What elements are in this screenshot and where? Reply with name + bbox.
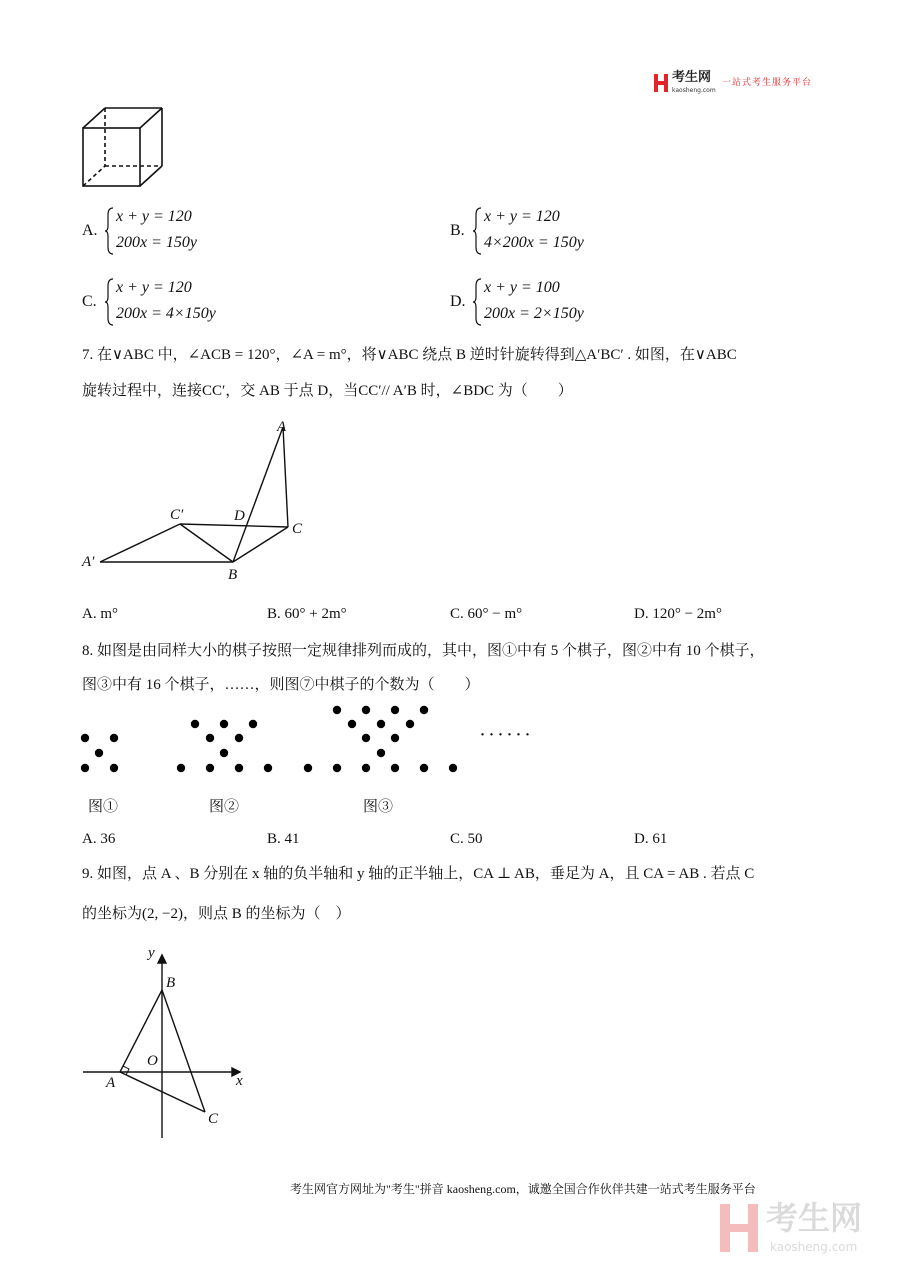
label-O: O [147,1053,158,1069]
fig-label-2: 图② [209,799,240,815]
chess-piece [206,734,214,742]
chess-piece [206,764,214,772]
chess-piece [391,764,399,772]
label-A: A [277,419,287,435]
chess-piece [391,706,399,714]
option-label: D. [450,293,466,310]
chess-piece [110,764,118,772]
watermark-mark-icon [718,1200,764,1256]
chess-piece [304,764,312,772]
q7-stem-line1: 7. 在∨ABC 中，∠ACB = 120°，∠A = m°，将∨ABC 绕点 B 逆时针旋转得到△A′BC′ . 如图，在∨ABC [82,347,737,363]
q8-stem-line1: 8. 如图是由同样大小的棋子按照一定规律排列而成的，其中，图①中有 5 个棋子，图②中有 10 个棋子， [82,643,765,659]
label-C: C [208,1111,219,1127]
chess-piece [420,706,428,714]
chess-piece [95,749,103,757]
footer-text: 考生网官方网址为"考生"拼音 kaosheng.com，诚邀全国合作伙伴共建一站式考生服务平台 [290,1182,756,1196]
brace-icon [472,207,482,255]
chess-piece [348,720,356,728]
label-A: A [106,1075,116,1091]
q9-stem-line1: 9. 如图，点 A 、B 分别在 x 轴的负半轴和 y 轴的正半轴上，CA ⊥ AB，垂足为 A，且 CA = AB . 若点 C [82,866,755,882]
chess-piece [249,720,257,728]
chess-piece [362,734,370,742]
q7-option-a[interactable]: A. m° [82,606,118,622]
chess-piece [391,734,399,742]
equation-2: 200x = 150y [116,234,197,251]
brace-icon [104,207,114,255]
cube-figure [83,108,162,186]
equation-1: x + y = 120 [484,208,560,225]
label-x-axis: x [236,1073,243,1089]
chess-piece [377,720,385,728]
chess-piece [377,749,385,757]
label-C: C [292,521,303,537]
equation-1: x + y = 100 [484,279,560,296]
chess-piece [191,720,199,728]
triangle-rotation-figure [100,427,288,562]
option-label: A. [82,222,98,239]
label-A-prime: A′ [82,554,95,570]
q7-option-b[interactable]: B. 60° + 2m° [267,606,347,622]
logo-domain: kaosheng.com [672,87,716,94]
logo-slogan: 一站式考生服务平台 [722,78,813,88]
equation-2: 200x = 4×150y [116,305,216,322]
label-y-axis: y [148,945,155,961]
q8-option-d[interactable]: D. 61 [634,831,668,847]
watermark-logo [718,1200,888,1260]
q6-option-d[interactable] [450,278,650,326]
equation-1: x + y = 120 [116,279,192,296]
chess-piece [177,764,185,772]
q8-option-c[interactable]: C. 50 [450,831,483,847]
chess-piece [110,734,118,742]
q6-option-a[interactable] [82,207,282,255]
q6-option-b[interactable] [450,207,650,255]
option-label: C. [82,293,97,310]
watermark-domain: kaosheng.com [770,1240,858,1254]
chess-piece [362,706,370,714]
chess-piece [220,749,228,757]
chess-piece [235,764,243,772]
chess-piece [81,764,89,772]
option-label: B. [450,222,465,239]
chess-piece [235,734,243,742]
chess-piece [449,764,457,772]
q7-stem-line2: 旋转过程中，连接CC′，交 AB 于点 D，当CC′// A′B 时，∠BDC 为（ ） [82,383,573,399]
chess-piece [220,720,228,728]
label-B: B [166,975,176,991]
logo-name: 考生网 [672,70,712,85]
q6-option-c[interactable] [82,278,282,326]
ellipsis: ······ [480,727,535,743]
q7-option-d[interactable]: D. 120° − 2m° [634,606,722,622]
chess-piece [406,720,414,728]
chess-piece [420,764,428,772]
watermark-name: 考生网 [766,1199,863,1237]
equation-2: 4×200x = 150y [484,234,584,251]
q8-option-a[interactable]: A. 36 [82,831,116,847]
label-C-prime: C′ [170,507,184,523]
q8-stem-line2: 图③中有 16 个棋子，……，则图⑦中棋子的个数为（ ） [82,677,480,693]
q7-option-c[interactable]: C. 60° − m° [450,606,523,622]
q9-stem-line2: 的坐标为(2, −2)，则点 B 的坐标为（ ） [82,906,351,922]
label-D: D [234,508,245,524]
brace-icon [472,278,482,326]
chess-piece [333,706,341,714]
chess-piece [362,764,370,772]
q8-option-b[interactable]: B. 41 [267,831,300,847]
chess-piece [264,764,272,772]
chess-piece [333,764,341,772]
equation-1: x + y = 120 [116,208,192,225]
equation-2: 200x = 2×150y [484,305,584,322]
chess-pieces-figure [81,706,457,772]
brace-icon [104,278,114,326]
label-B: B [228,567,238,583]
chess-piece [81,734,89,742]
fig-label-3: 图③ [363,799,394,815]
fig-label-1: 图① [88,799,119,815]
